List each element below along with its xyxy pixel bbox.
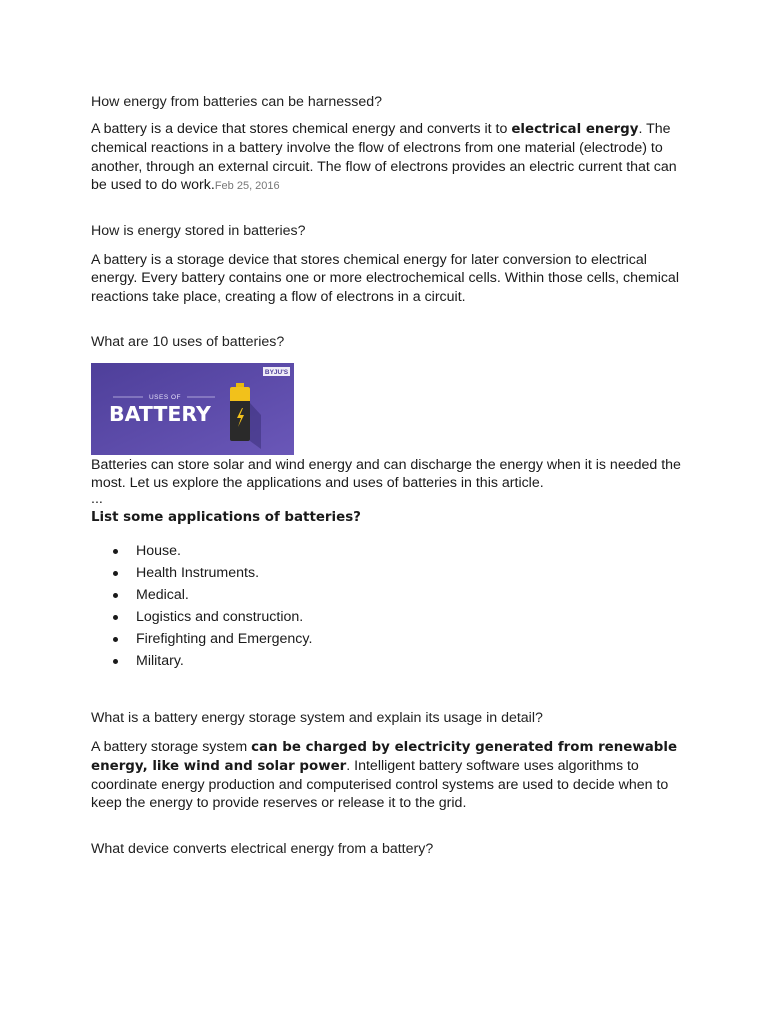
answer-harness-energy — [91, 120, 691, 195]
answer-date: Feb 25, 2016 — [214, 179, 280, 192]
list-item: Logistics and construction. — [91, 606, 691, 628]
answer-uses-of-batteries: Batteries can store solar and wind energy and can discharge the energy when it is needed the most. Let us explore the applications and uses of batteries in this article. — [91, 457, 681, 492]
answer-text-post: . Intelligent battery software uses algorithms to coordinate energy production and computerised control systems are used to decide when to keep the energy to provide reserves or release it to the grid. — [91, 758, 669, 812]
list-item: Medical. — [91, 584, 691, 606]
answer-text-post: . The chemical reactions in a battery involve the flow of electrons from one material (electrode) to another, through an external circuit. The flow of electrons provides an electric current that can be used to do work. — [91, 121, 677, 193]
image-kicker: USES OF — [148, 394, 182, 402]
answer-bold-term: electrical energy — [511, 122, 639, 138]
list-item: Firefighting and Emergency. — [91, 628, 691, 650]
answer-storage-system — [91, 738, 691, 813]
question-harness-energy: How energy from batteries can be harnessed? — [91, 94, 383, 110]
image-title: BATTERY — [109, 402, 211, 427]
answer-text-pre: A battery storage system — [91, 738, 252, 755]
list-item: House. — [91, 540, 691, 562]
document-body — [91, 93, 691, 858]
list-item: Military. — [91, 650, 691, 672]
logo-text: BYJU'S — [264, 369, 289, 377]
uses-of-battery-graphic — [91, 363, 294, 455]
applications-list — [91, 540, 691, 672]
answer-bold-term: can be charged by electricity generated from renewable energy, like wind and solar power — [91, 739, 678, 775]
list-heading — [91, 508, 691, 527]
question-energy-stored: How is energy stored in batteries? — [91, 223, 306, 240]
answer-text-pre: A battery is a device that stores chemical energy and converts it to — [91, 121, 512, 138]
ellipsis: ... — [91, 491, 103, 508]
answer-energy-stored: A battery is a storage device that stores chemical energy for later conversion to electrical energy. Every battery contains one or more electrochemical cells. Within those cells, chemical reactions take place, creating a flow of electrons in a circuit. — [91, 252, 679, 305]
question-uses-of-batteries: What are 10 uses of batteries? — [91, 333, 285, 350]
question-storage-system: What is a battery energy storage system and explain its usage in detail? — [91, 709, 543, 726]
uses-of-battery-image — [91, 363, 294, 455]
list-item: Health Instruments. — [91, 562, 691, 584]
list-heading-text: List some applications of batteries? — [91, 510, 361, 526]
question-device-converts: What device converts electrical energy from a battery? — [91, 840, 434, 857]
